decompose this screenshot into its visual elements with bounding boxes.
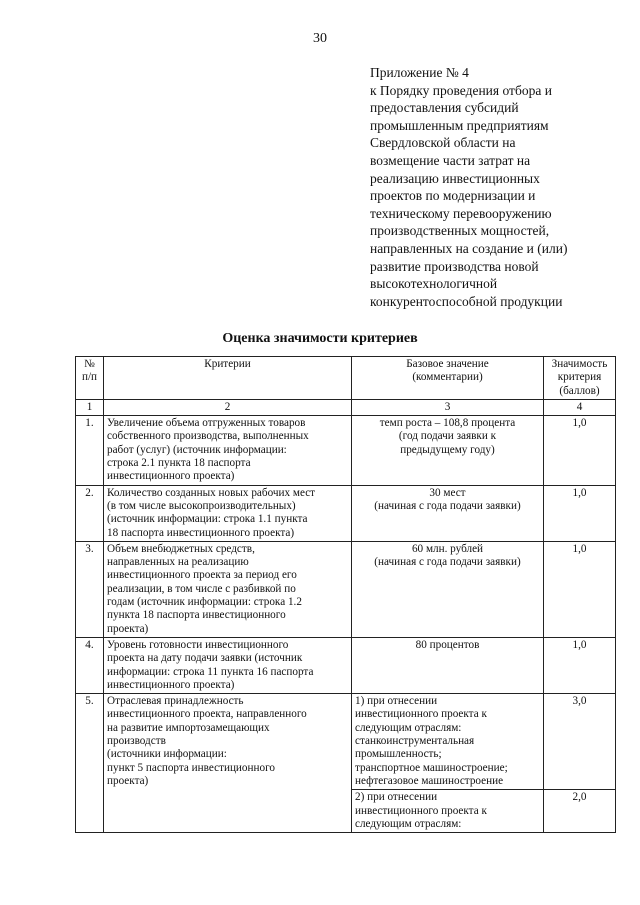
score-cell: 1,0 — [544, 416, 616, 485]
cell-line: на развитие импортозамещающих — [107, 721, 270, 734]
column-number: 4 — [544, 399, 616, 415]
table-row — [76, 694, 616, 790]
appendix-line: возмещение части затрат на — [370, 152, 531, 168]
cell-line: Отраслевая принадлежность — [107, 695, 244, 708]
table-row — [76, 485, 616, 541]
cell-line: пункта 18 паспорта инвестиционного — [107, 609, 286, 622]
base-value-cell — [352, 541, 544, 637]
criteria-cell — [104, 541, 352, 637]
cell-line: производств — [107, 735, 166, 748]
score-cell: 1,0 — [544, 541, 616, 637]
criteria-cell — [104, 694, 352, 833]
cell-line: 1) при отнесении — [355, 695, 438, 708]
appendix-line: Свердловской области на — [370, 135, 516, 151]
cell-line: 30 мест — [429, 486, 466, 499]
appendix-line: высокотехнологичной — [370, 276, 498, 292]
table-row — [76, 541, 616, 637]
appendix-line: Приложение № 4 — [370, 65, 469, 80]
score-cell: 1,0 — [544, 485, 616, 541]
header-text: № — [84, 358, 95, 370]
table-header-row — [76, 357, 616, 400]
row-number: 4. — [76, 637, 104, 693]
criteria-cell — [104, 637, 352, 693]
base-value-cell — [352, 637, 544, 693]
header-criteria — [104, 357, 352, 400]
cell-line: проекта) — [107, 774, 149, 787]
row-number: 2. — [76, 485, 104, 541]
appendix-line: реализацию инвестиционных — [370, 170, 540, 186]
cell-line: (год подачи заявки к — [398, 430, 497, 443]
cell-line: Увеличение объема отгруженных товаров — [107, 417, 306, 430]
header-text: (баллов) — [559, 384, 600, 397]
row-number: 3. — [76, 541, 104, 637]
cell-line: инвестиционного проекта, направленного — [107, 708, 307, 721]
header-text: Базовое значение — [406, 358, 489, 370]
cell-line: инвестиционного проекта за период его — [107, 569, 297, 582]
header-base-value — [352, 357, 544, 400]
row-number: 1. — [76, 416, 104, 485]
cell-line: 18 паспорта инвестиционного проекта) — [107, 526, 295, 539]
criteria-cell — [104, 485, 352, 541]
cell-line: (в том числе высокопроизводительных) — [107, 499, 296, 512]
appendix-line: промышленным предприятиям — [370, 117, 549, 133]
header-text: п/п — [81, 371, 98, 384]
cell-line: станкоинструментальная — [355, 735, 475, 748]
cell-line: нефтегазовое машиностроение — [355, 774, 504, 787]
score-cell: 1,0 — [544, 637, 616, 693]
page-number: 30 — [313, 31, 327, 46]
criteria-cell — [104, 416, 352, 485]
table-row — [76, 637, 616, 693]
cell-line: (источники информации: — [107, 748, 227, 761]
appendix-line: проектов по модернизации и — [370, 188, 536, 204]
column-number: 3 — [352, 399, 544, 415]
cell-line: (источник информации: строка 1.1 пункта — [107, 513, 308, 526]
cell-line: работ (услуг) (источник информации: — [107, 443, 287, 456]
cell-line: собственного производства, выполненных — [107, 430, 309, 443]
cell-line: (начиная с года подачи заявки) — [374, 499, 521, 512]
header-text: Значимость — [551, 358, 608, 370]
appendix-line: направленных на создание и (или) — [370, 240, 568, 256]
base-value-cell — [352, 694, 544, 790]
row-number: 5. — [76, 694, 104, 833]
column-number: 2 — [104, 399, 352, 415]
appendix-heading — [370, 64, 630, 310]
criteria-table — [75, 356, 616, 833]
base-value-cell — [352, 485, 544, 541]
cell-line: предыдущему году) — [400, 443, 495, 456]
header-score — [544, 357, 616, 400]
header-num — [76, 357, 104, 400]
appendix-line: развитие производства новой — [370, 258, 539, 274]
cell-line: информации: строка 11 пункта 16 паспорта — [107, 665, 314, 678]
cell-line: следующим отраслям: — [355, 817, 462, 830]
cell-line: инвестиционного проекта) — [107, 470, 235, 483]
appendix-line: производственных мощностей, — [370, 223, 550, 239]
cell-line: строка 2.1 пункта 18 паспорта — [107, 457, 251, 470]
cell-line: промышленность; — [355, 748, 442, 761]
appendix-line: к Порядку проведения отбора и — [370, 82, 552, 98]
cell-line: инвестиционного проекта к — [355, 708, 487, 721]
cell-line: транспортное машиностроение; — [355, 761, 508, 774]
base-value-cell — [352, 790, 544, 833]
score-cell: 2,0 — [544, 790, 616, 833]
document-title: Оценка значимости критериев — [222, 331, 418, 346]
base-value-cell — [352, 416, 544, 485]
cell-line: 60 млн. рублей — [411, 542, 484, 555]
appendix-line: предоставления субсидий — [370, 100, 519, 116]
cell-line: проекта на дату подачи заявки (источник — [107, 652, 303, 665]
appendix-line: конкурентоспособной продукции — [370, 293, 563, 309]
cell-line: инвестиционного проекта) — [107, 678, 235, 691]
cell-line: Объем внебюджетных средств, — [107, 542, 255, 555]
cell-line: реализации, в том числе с разбивкой по — [107, 582, 296, 595]
cell-line: темп роста – 108,8 процента — [379, 417, 516, 430]
header-text: критерия — [557, 371, 602, 384]
cell-line: (начиная с года подачи заявки) — [374, 556, 521, 569]
column-number-row — [76, 399, 616, 415]
header-text: (комментарии) — [412, 371, 483, 384]
cell-line: Уровень готовности инвестиционного — [107, 638, 289, 651]
cell-line: 2) при отнесении — [355, 791, 438, 804]
score-cell: 3,0 — [544, 694, 616, 790]
cell-line: 80 процентов — [415, 638, 480, 651]
cell-line: следующим отраслям: — [355, 721, 462, 734]
cell-line: годам (источник информации: строка 1.2 — [107, 596, 302, 609]
header-text: Критерии — [204, 358, 251, 370]
column-number: 1 — [76, 399, 104, 415]
cell-line: проекта) — [107, 622, 149, 635]
table-row — [76, 416, 616, 485]
cell-line: инвестиционного проекта к — [355, 804, 487, 817]
cell-line: пункт 5 паспорта инвестиционного — [107, 761, 275, 774]
appendix-line: техническому перевооружению — [370, 205, 552, 221]
cell-line: Количество созданных новых рабочих мест — [107, 486, 316, 499]
cell-line: направленных на реализацию — [107, 556, 249, 569]
